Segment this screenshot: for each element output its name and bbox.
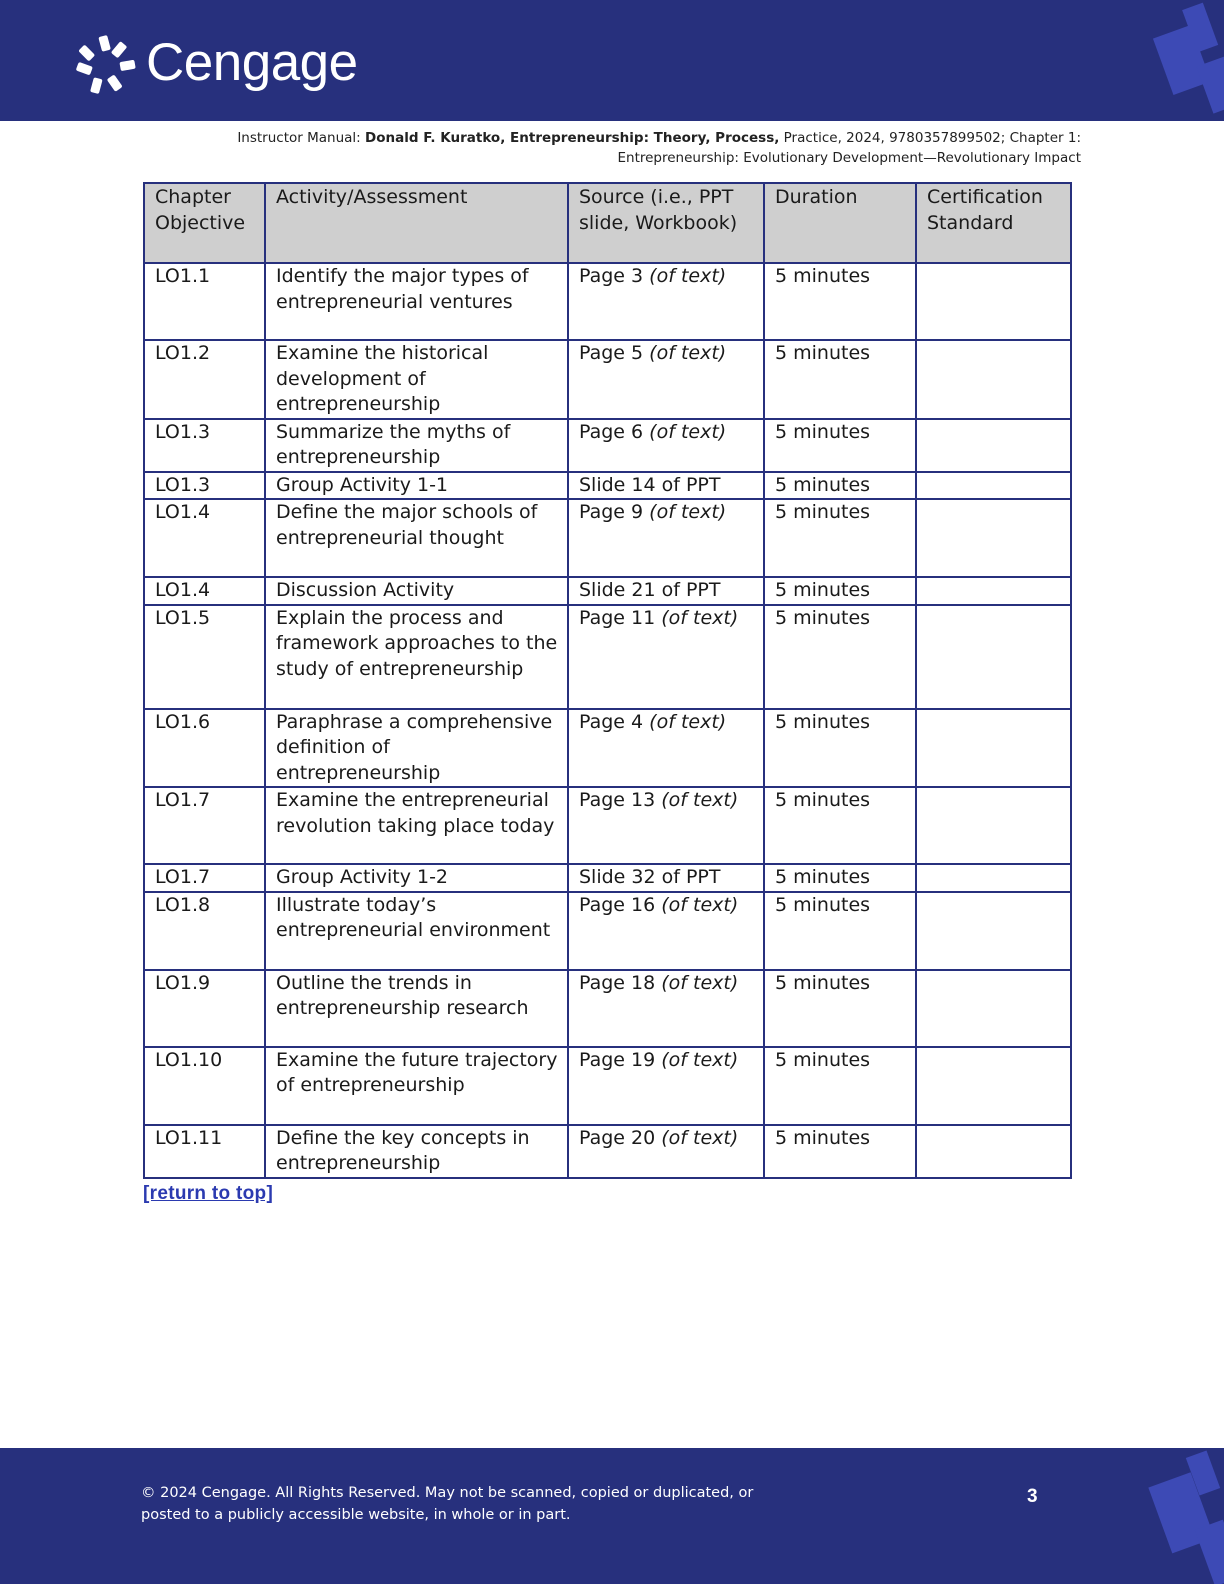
cell-certification-standard xyxy=(916,892,1071,970)
cell-source xyxy=(568,892,764,970)
table-row xyxy=(144,970,1071,1047)
source-note: (of text) xyxy=(661,1126,739,1149)
cell-activity: Explain the process and framework approaches to the study of entrepreneurship xyxy=(265,605,568,709)
meta-line-1 xyxy=(140,128,1081,148)
source-text: Page 20 xyxy=(579,1126,656,1149)
cell-source xyxy=(568,263,764,340)
table-row xyxy=(144,472,1071,500)
decorative-shapes-icon xyxy=(1134,0,1224,121)
header-chapter-objective: Chapter Objective xyxy=(144,183,265,263)
cell-source xyxy=(568,709,764,788)
cell-duration: 5 minutes xyxy=(764,577,916,605)
cell-duration: 5 minutes xyxy=(764,892,916,970)
cell-activity: Examine the entrepreneurial revolution taking place today xyxy=(265,787,568,864)
cell-activity: Define the major schools of entrepreneurial thought xyxy=(265,499,568,577)
cell-duration: 5 minutes xyxy=(764,605,916,709)
cell-source xyxy=(568,499,764,577)
cell-certification-standard xyxy=(916,709,1071,788)
cell-duration: 5 minutes xyxy=(764,1047,916,1125)
cell-objective: LO1.9 xyxy=(144,970,265,1047)
table-row xyxy=(144,605,1071,709)
cell-source xyxy=(568,1047,764,1125)
cell-duration: 5 minutes xyxy=(764,419,916,472)
cell-source xyxy=(568,970,764,1047)
table-row xyxy=(144,499,1071,577)
cell-objective: LO1.7 xyxy=(144,864,265,892)
cell-duration: 5 minutes xyxy=(764,472,916,500)
cell-activity: Summarize the myths of entrepreneurship xyxy=(265,419,568,472)
cell-activity: Identify the major types of entrepreneurial ventures xyxy=(265,263,568,340)
cell-certification-standard xyxy=(916,970,1071,1047)
header-duration: Duration xyxy=(764,183,916,263)
page-header xyxy=(0,0,1224,121)
cell-activity: Illustrate today’s entrepreneurial environment xyxy=(265,892,568,970)
cengage-logo-icon xyxy=(74,34,136,94)
source-text: Page 13 xyxy=(579,789,656,811)
table-row xyxy=(144,263,1071,340)
source-note: (of text) xyxy=(649,265,727,287)
page-footer xyxy=(0,1448,1224,1584)
table-body xyxy=(144,263,1071,1178)
source-note: (of text) xyxy=(649,342,727,364)
source-text: Page 9 xyxy=(579,501,644,523)
cell-duration: 5 minutes xyxy=(764,499,916,577)
source-note: (of text) xyxy=(661,606,739,629)
meta-suffix: Practice, 2024, 9780357899502; Chapter 1: xyxy=(779,130,1081,146)
cell-activity: Examine the future trajectory of entrepreneurship xyxy=(265,1047,568,1125)
cell-objective: LO1.3 xyxy=(144,472,265,500)
meta-book-title: Donald F. Kuratko, Entrepreneurship: Theory, Process, xyxy=(365,130,780,146)
table-header-row xyxy=(144,183,1071,263)
cell-activity: Paraphrase a comprehensive definition of entrepreneurship xyxy=(265,709,568,788)
cell-certification-standard xyxy=(916,263,1071,340)
source-note: (of text) xyxy=(649,501,727,523)
source-note: (of text) xyxy=(661,1048,739,1071)
header-source: Source (i.e., PPT slide, Workbook) xyxy=(568,183,764,263)
source-text: Page 6 xyxy=(579,420,644,443)
cell-objective: LO1.3 xyxy=(144,419,265,472)
cell-certification-standard xyxy=(916,419,1071,472)
page-number: 3 xyxy=(1027,1486,1038,1507)
cell-certification-standard xyxy=(916,340,1071,419)
source-note: (of text) xyxy=(649,710,727,733)
source-note: (of text) xyxy=(661,893,739,916)
cell-source xyxy=(568,340,764,419)
cell-source xyxy=(568,1125,764,1178)
table-row xyxy=(144,1047,1071,1125)
cell-certification-standard xyxy=(916,787,1071,864)
cell-objective: LO1.2 xyxy=(144,340,265,419)
cell-activity: Group Activity 1-1 xyxy=(265,472,568,500)
table-row xyxy=(144,419,1071,472)
source-text: Page 16 xyxy=(579,893,656,916)
cell-activity: Define the key concepts in entrepreneurship xyxy=(265,1125,568,1178)
cell-duration: 5 minutes xyxy=(764,787,916,864)
cell-source xyxy=(568,472,764,500)
cell-certification-standard xyxy=(916,864,1071,892)
cell-objective: LO1.6 xyxy=(144,709,265,788)
source-text: Page 18 xyxy=(579,971,656,994)
source-note: (of text) xyxy=(661,971,739,994)
cell-activity: Discussion Activity xyxy=(265,577,568,605)
cell-objective: LO1.7 xyxy=(144,787,265,864)
source-note: (of text) xyxy=(649,420,727,443)
source-text: Page 5 xyxy=(579,342,644,364)
cell-objective: LO1.10 xyxy=(144,1047,265,1125)
cell-certification-standard xyxy=(916,499,1071,577)
meta-line-2: Entrepreneurship: Evolutionary Development—Revolutionary Impact xyxy=(617,150,1081,166)
cell-objective: LO1.8 xyxy=(144,892,265,970)
table-row xyxy=(144,787,1071,864)
header-activity-assessment: Activity/Assessment xyxy=(265,183,568,263)
cell-activity: Group Activity 1-2 xyxy=(265,864,568,892)
source-text: Page 3 xyxy=(579,265,644,287)
cell-source xyxy=(568,787,764,864)
copyright-line-1: © 2024 Cengage. All Rights Reserved. May not be scanned, copied or duplicated, or xyxy=(141,1485,754,1501)
cell-activity: Outline the trends in entrepreneurship research xyxy=(265,970,568,1047)
cell-duration: 5 minutes xyxy=(764,970,916,1047)
cell-certification-standard xyxy=(916,605,1071,709)
cell-objective: LO1.4 xyxy=(144,499,265,577)
cell-source xyxy=(568,419,764,472)
cell-duration: 5 minutes xyxy=(764,340,916,419)
table-row xyxy=(144,1125,1071,1178)
cell-source xyxy=(568,577,764,605)
source-text: Page 11 xyxy=(579,606,656,629)
cengage-logo xyxy=(74,34,394,94)
source-text: Slide 21 of PPT xyxy=(579,579,721,601)
header-certification-standard: Certification Standard xyxy=(916,183,1071,263)
cell-objective: LO1.4 xyxy=(144,577,265,605)
cell-duration: 5 minutes xyxy=(764,709,916,788)
copyright-notice xyxy=(141,1482,841,1526)
document-meta xyxy=(140,128,1081,168)
source-note: (of text) xyxy=(661,789,739,811)
cell-objective: LO1.5 xyxy=(144,605,265,709)
brand-name: Cengage xyxy=(146,33,358,92)
source-text: Slide 14 of PPT xyxy=(579,473,721,496)
table-row xyxy=(144,709,1071,788)
table-row xyxy=(144,864,1071,892)
cell-duration: 5 minutes xyxy=(764,864,916,892)
cell-certification-standard xyxy=(916,1047,1071,1125)
cell-objective: LO1.11 xyxy=(144,1125,265,1178)
table-row xyxy=(144,892,1071,970)
objectives-table xyxy=(143,182,1072,1179)
cell-activity: Examine the historical development of entrepreneurship xyxy=(265,340,568,419)
meta-prefix: Instructor Manual: xyxy=(237,130,365,146)
cell-objective: LO1.1 xyxy=(144,263,265,340)
table-row xyxy=(144,340,1071,419)
source-text: Page 19 xyxy=(579,1048,656,1071)
source-text: Page 4 xyxy=(579,710,644,733)
cell-source xyxy=(568,864,764,892)
decorative-shapes-icon xyxy=(1124,1448,1224,1584)
source-text: Slide 32 of PPT xyxy=(579,866,721,888)
cell-source xyxy=(568,605,764,709)
cell-duration: 5 minutes xyxy=(764,263,916,340)
cell-certification-standard xyxy=(916,472,1071,500)
cell-certification-standard xyxy=(916,1125,1071,1178)
copyright-line-2: posted to a publicly accessible website, in whole or in part. xyxy=(141,1507,571,1523)
return-to-top-link[interactable]: [return to top] xyxy=(143,1183,274,1204)
table-row xyxy=(144,577,1071,605)
cell-duration: 5 minutes xyxy=(764,1125,916,1178)
cell-certification-standard xyxy=(916,577,1071,605)
